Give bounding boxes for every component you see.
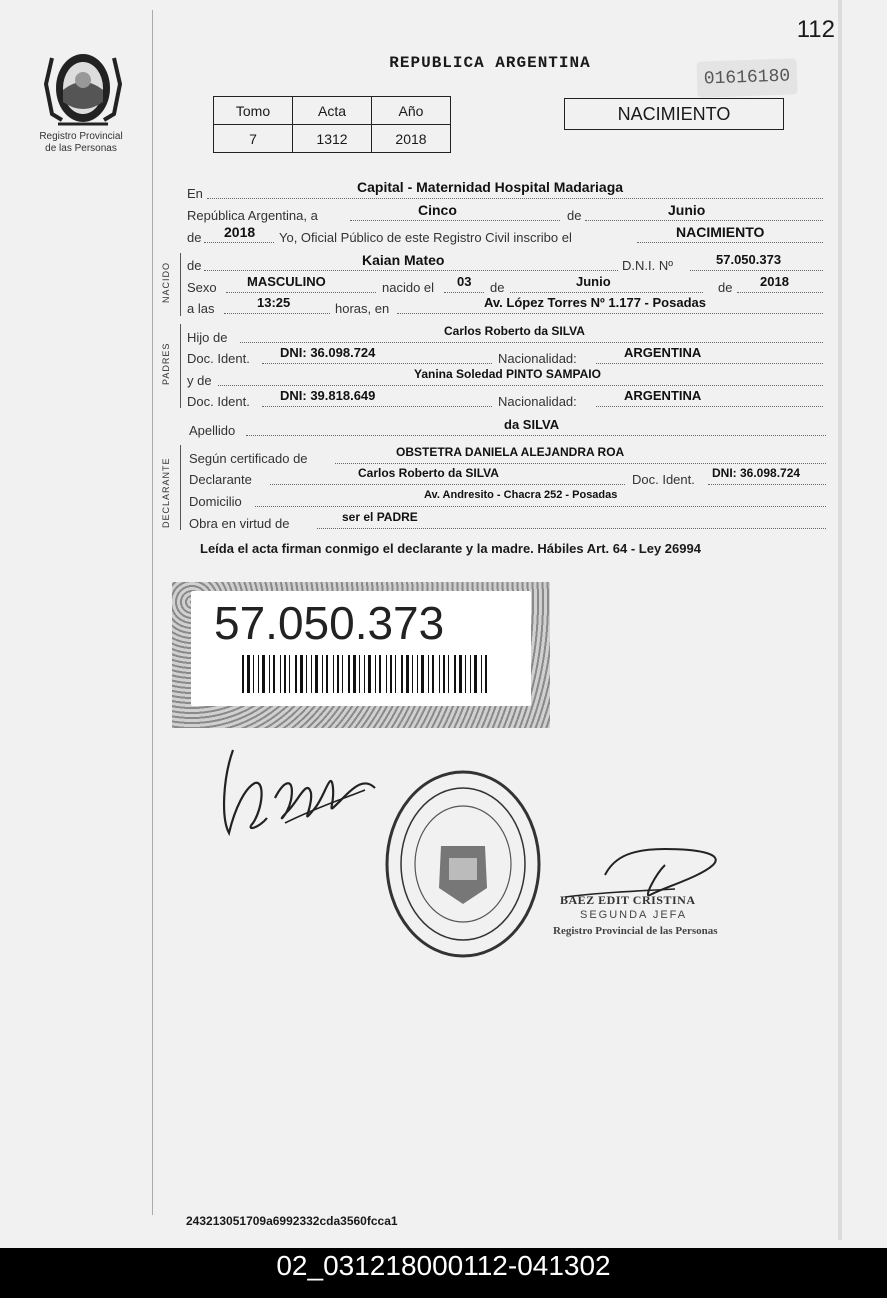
declarante-label: Declarante <box>189 472 252 487</box>
en-label: En <box>187 186 203 201</box>
nacido-section-label: NACIDO <box>161 261 171 303</box>
sexo-dots <box>226 292 376 293</box>
declarante-section-label: DECLARANTE <box>161 457 171 528</box>
name-dots <box>204 270 618 271</box>
ano-header: Año <box>372 97 451 125</box>
month-value: Junio <box>668 202 706 218</box>
obra-label: Obra en virtud de <box>189 516 290 531</box>
signatory-name: BAEZ EDIT CRISTINA <box>560 893 696 907</box>
month-dots <box>585 220 823 221</box>
tomo-header: Tomo <box>214 97 293 125</box>
declarante-doc-label: Doc. Ident. <box>632 472 695 487</box>
registry-table <box>213 96 451 153</box>
time-dots <box>224 313 330 314</box>
page-number: 112 <box>796 16 835 43</box>
de-label: de <box>567 208 582 223</box>
place-value: Capital - Maternidad Hospital Madariaga <box>357 179 624 195</box>
apellido-dots <box>246 435 826 436</box>
acta-header: Acta <box>293 97 372 125</box>
dni-dots <box>690 270 823 271</box>
year-value: 2018 <box>224 224 256 240</box>
a-las-label: a las <box>187 301 215 316</box>
sexo-value: MASCULINO <box>247 274 326 289</box>
birth-day-dots <box>444 292 484 293</box>
republica-label: República Argentina, a <box>187 208 318 223</box>
registry-value-row <box>214 125 451 153</box>
nacido-el-label: nacido el <box>382 280 435 295</box>
declarante-dots <box>270 484 625 485</box>
birth-place-dots <box>397 313 823 314</box>
tomo-value: 7 <box>214 125 293 153</box>
oficial-text: Yo, Oficial Público de este Registro Civil inscribo el <box>279 230 572 245</box>
declarante-doc-dots <box>708 484 826 485</box>
padres-section-label: PADRES <box>161 342 171 385</box>
father-doc-dots <box>262 363 492 364</box>
dni-label: D.N.I. Nº <box>622 258 673 273</box>
father-nat-dots <box>596 363 823 364</box>
de-year-label: de <box>187 230 202 245</box>
year-dots <box>204 242 274 243</box>
inscription-value: NACIMIENTO <box>676 224 765 240</box>
act-type-box: NACIMIENTO <box>564 98 784 130</box>
caption-line-1: Registro Provincial <box>39 131 123 142</box>
inscription-dots <box>637 242 823 243</box>
father-doc-label: Doc. Ident. <box>187 351 250 366</box>
registry-header-row <box>214 97 451 125</box>
domicilio-dots <box>255 506 826 507</box>
hijo-de-label: Hijo de <box>187 330 228 345</box>
official-seal-icon <box>383 768 543 960</box>
document-hash: 243213051709a6992332cda3560fcca1 <box>186 1214 398 1228</box>
birth-year: 2018 <box>760 274 789 289</box>
father-nat-label: Nacionalidad: <box>498 351 577 366</box>
mother-nat-label: Nacionalidad: <box>498 394 577 409</box>
certificate-value: OBSTETRA DANIELA ALEJANDRA ROA <box>396 445 625 459</box>
page-edge-right <box>838 0 842 1240</box>
time-value: 13:25 <box>257 295 291 310</box>
mother-nat-dots <box>596 406 823 407</box>
birth-de-label: de <box>490 280 505 295</box>
barcode-icon <box>242 655 497 693</box>
footer-id: 02_031218000112-041302 <box>276 1250 611 1281</box>
coat-of-arms-icon <box>42 44 124 128</box>
mother-nat: ARGENTINA <box>624 388 702 403</box>
document-title: REPUBLICA ARGENTINA <box>389 54 591 72</box>
registry-caption <box>20 131 142 155</box>
birth-day: 03 <box>457 274 472 289</box>
mother-dots <box>218 385 823 386</box>
declarante-value: Carlos Roberto da SILVA <box>358 466 499 480</box>
y-de-label: y de <box>187 373 212 388</box>
certificate-dots <box>335 463 826 464</box>
birth-place: Av. López Torres Nº 1.177 - Posadas <box>484 295 706 310</box>
domicilio-label: Domicilio <box>189 494 242 509</box>
declarante-line <box>180 445 181 530</box>
mother-doc-dots <box>262 406 492 407</box>
sexo-label: Sexo <box>187 280 217 295</box>
day-value: Cinco <box>418 202 457 218</box>
obra-dots <box>317 528 826 529</box>
obra-value: ser el PADRE <box>342 510 418 524</box>
padres-line <box>180 324 181 408</box>
child-name: Kaian Mateo <box>362 252 445 268</box>
father-name: Carlos Roberto da SILVA <box>444 324 585 338</box>
en-dots <box>207 198 823 199</box>
mother-doc: DNI: 39.818.649 <box>280 388 376 403</box>
dni-stamp-number: 57.050.373 <box>214 597 445 649</box>
day-dots <box>350 220 560 221</box>
birth-de-label-2: de <box>718 280 733 295</box>
mother-name: Yanina Soledad PINTO SAMPAIO <box>414 367 601 381</box>
de-name-label: de <box>187 258 202 273</box>
signatory-org: Registro Provincial de las Personas <box>553 925 718 937</box>
birth-month-dots <box>510 292 703 293</box>
ano-value: 2018 <box>372 125 451 153</box>
page-edge-left <box>152 10 153 1215</box>
apellido-value: da SILVA <box>504 417 560 432</box>
apellido-label: Apellido <box>189 423 236 438</box>
serial-number: 01616180 <box>696 58 797 97</box>
closing-text: Leída el acta firman conmigo el declarante y la madre. Hábiles Art. 64 - Ley 26994 <box>200 541 701 556</box>
signature-declarante <box>215 738 380 838</box>
nacido-line <box>180 253 181 316</box>
father-doc: DNI: 36.098.724 <box>280 345 376 360</box>
acta-value: 1312 <box>293 125 372 153</box>
father-dots <box>240 342 823 343</box>
segun-label: Según certificado de <box>189 451 308 466</box>
horas-label: horas, en <box>335 301 390 316</box>
signatory-role: SEGUNDA JEFA <box>580 909 688 921</box>
father-nat: ARGENTINA <box>624 345 702 360</box>
birth-month: Junio <box>576 274 611 289</box>
birth-year-dots <box>737 292 823 293</box>
domicilio-value: Av. Andresito - Chacra 252 - Posadas <box>424 489 618 501</box>
caption-line-2: de las Personas <box>45 143 117 154</box>
declarante-doc: DNI: 36.098.724 <box>712 466 801 480</box>
mother-doc-label: Doc. Ident. <box>187 394 250 409</box>
dni-value: 57.050.373 <box>716 252 782 267</box>
